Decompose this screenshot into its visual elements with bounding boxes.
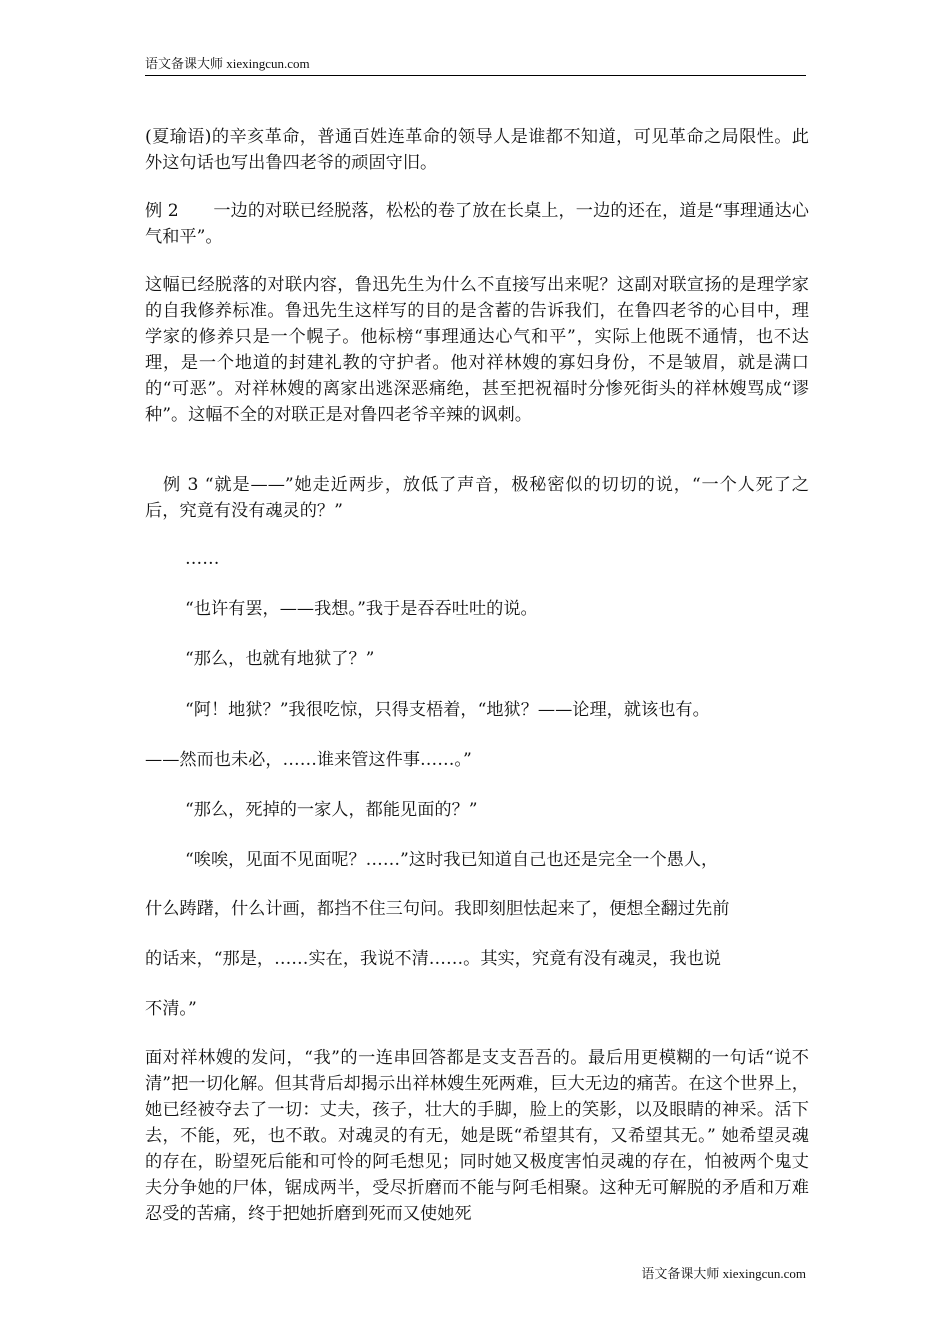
- paragraph-example-3: 例 3 “就是——”她走近两步，放低了声音，极秘密似的切切的说，“一个人死了之后，究竟有没有魂灵的？”: [145, 475, 809, 521]
- paragraph-dialogue-analysis: 面对祥林嫂的发问，“我”的一连串回答都是支支吾吾的。最后用更模糊的一句话“说不清”把一切化解。但其背后却揭示出祥林嫂生死两难，巨大无边的痛苦。在这个世界上，她已经被夺去了一切：丈夫，孩子，壮大的手脚，脸上的笑影，以及眼睛的神采。活下去，不能，死，也不敢。对魂灵的有无，她是既“希望其有，又希望其无。” 她希望灵魂的存在，盼望死后能和可怜的阿毛想见；同时她又极度害怕灵魂的存在，怕被两个鬼丈夫分争她的尸体，锯成两半，受尽折磨而不能与阿毛相聚。这种无可解脱的矛盾和万难忍受的苦痛，终于把她折磨到死而又使她死: [145, 1048, 809, 1224]
- paragraph-couplet-analysis: 这幅已经脱落的对联内容，鲁迅先生为什么不直接写出来呢？这副对联宣扬的是理学家的自我修养标准。鲁迅先生这样写的目的是含蓄的告诉我们，在鲁四老爷的心目中，理学家的修养只是一个幌子。他标榜“事理通达心气和平”，实际上他既不通情，也不达理，是一个地道的封建礼教的守护者。他对祥林嫂的寡妇身份，不是皱眉，就是满口的“可恶”。对祥林嫂的离家出逃深恶痛绝，甚至把祝福时分惨死街头的祥林嫂骂成“谬种”。这幅不全的对联正是对鲁四老爷辛辣的讽刺。: [145, 275, 809, 425]
- paragraph-1: (夏瑜语)的辛亥革命，普通百姓连革命的领导人是谁都不知道，可见革命之局限性。此外这句话也写出鲁四老爷的顽固守旧。: [145, 127, 809, 173]
- page-footer: 语文备课大师 xiexingcun.com: [641, 1266, 806, 1281]
- dialogue-line: “那么，也就有地狱了？”: [185, 649, 375, 669]
- dialogue-line: 的话来，“那是，……实在，我说不清……。其实，究竟有没有魂灵，我也说: [145, 949, 721, 969]
- paragraph-example-2: 例 2 一边的对联已经脱落，松松的卷了放在长桌上，一边的还在，道是“事理通达心气和平”。: [145, 201, 809, 247]
- dialogue-ellipsis: ……: [185, 549, 220, 569]
- dialogue-line: 不清。”: [145, 999, 197, 1019]
- dialogue-line: “那么，死掉的一家人，都能见面的？”: [185, 800, 478, 820]
- page-header: 语文备课大师 xiexingcun.com: [145, 56, 806, 76]
- dialogue-line: “也许有罢，——我想。”我于是吞吞吐吐的说。: [185, 599, 538, 619]
- dialogue-line: “阿！地狱？”我很吃惊，只得支梧着，“地狱？——论理，就该也有。: [185, 700, 710, 720]
- dialogue-line: 什么踌躇，什么计画，都挡不住三句问。我即刻胆怯起来了，便想全翻过先前: [145, 899, 730, 919]
- dialogue-line: “唉唉，见面不见面呢？……”这时我已知道自己也还是完全一个愚人，: [185, 850, 719, 870]
- dialogue-line: ——然而也未必，……谁来管这件事……。”: [145, 750, 472, 770]
